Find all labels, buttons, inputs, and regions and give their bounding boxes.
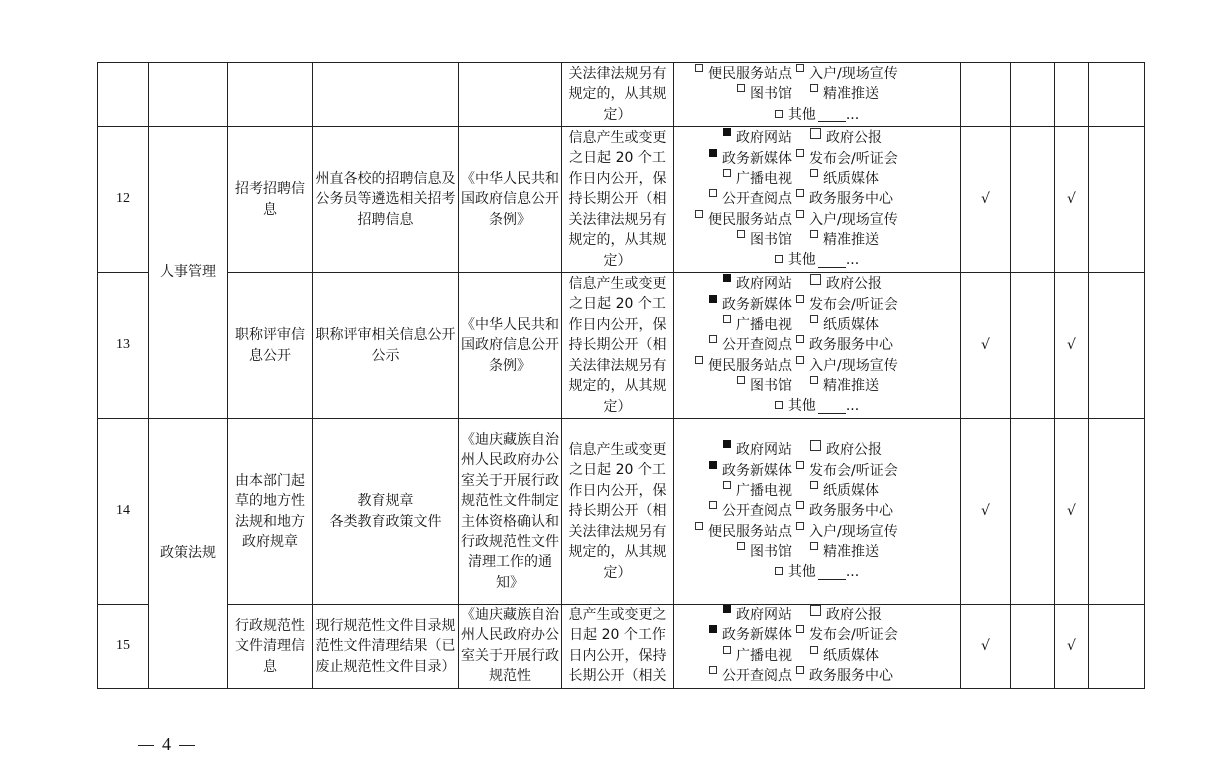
checkbox-icon	[709, 189, 717, 197]
tick-cell	[1089, 419, 1145, 605]
channel-line: 公开查阅点 政务服务中心	[676, 501, 958, 521]
row-number: 12	[98, 127, 149, 273]
table-row-continued	[98, 63, 1145, 127]
checkbox-icon	[796, 189, 804, 197]
channel-line: 政务新媒体 发布会/听证会	[676, 461, 958, 481]
checkbox-icon	[709, 501, 717, 509]
tick-cell	[1089, 127, 1145, 273]
checkbox-icon	[737, 230, 745, 238]
channel-line: 其他 ...	[676, 562, 958, 582]
checkbox-icon	[737, 542, 745, 550]
channels-cell	[674, 273, 961, 419]
tick-cell	[1089, 273, 1145, 419]
tick-mark: √	[961, 419, 1011, 605]
dash-right	[179, 745, 195, 746]
channel-line: 公开查阅点 政务服务中心	[676, 666, 958, 686]
checkbox-icon	[810, 315, 818, 323]
content-cell: 职称评审相关信息公开公示	[313, 273, 459, 419]
category-cell	[149, 63, 228, 127]
checkbox-icon	[796, 522, 804, 530]
channels-cell	[674, 605, 961, 689]
tick-mark: √	[1055, 419, 1089, 605]
blank-line	[818, 253, 846, 268]
checkbox-icon	[810, 376, 818, 384]
checkbox-icon	[810, 646, 818, 654]
checked-box-icon	[723, 605, 731, 613]
row-number: 13	[98, 273, 149, 419]
table-row	[98, 419, 1145, 605]
row-number: 14	[98, 419, 149, 605]
channel-line: 广播电视 纸质媒体	[676, 169, 958, 189]
checkbox-icon	[796, 625, 804, 633]
item-cell: 招考招聘信息	[228, 127, 313, 273]
basis-cell: 《迪庆藏族自治州人民政府办公室关于开展行政规范性	[459, 605, 562, 689]
content-cell	[313, 63, 459, 127]
checked-box-icon	[709, 461, 717, 469]
checkbox-icon	[775, 255, 783, 263]
channel-line: 政府网站 政府公报	[676, 605, 958, 625]
checkbox-icon	[695, 64, 703, 72]
content-cell: 州直各校的招聘信息及公务员等遴选相关招考招聘信息	[313, 127, 459, 273]
checked-box-icon	[709, 625, 717, 633]
page-number: 4	[162, 734, 171, 754]
checked-box-icon	[723, 274, 731, 282]
channel-line: 其他 ...	[676, 396, 958, 416]
tick-cell	[1089, 605, 1145, 689]
disclosure-table	[97, 62, 1145, 689]
table-row	[98, 127, 1145, 273]
period-cell: 信息产生或变更之日起 20 个工作日内公开，保持长期公开（相关法律法规另有规定的，从其规定）	[562, 127, 674, 273]
channel-line: 政府网站 政府公报	[676, 128, 958, 148]
page-footer	[130, 734, 203, 755]
channel-line: 政务新媒体 发布会/听证会	[676, 149, 958, 169]
tick-cell	[1011, 127, 1055, 273]
checkbox-icon	[695, 522, 703, 530]
channel-line: 其他 ...	[676, 250, 958, 270]
item-cell: 由本部门起草的地方性法规和地方政府规章	[228, 419, 313, 605]
tick-mark: √	[1055, 605, 1089, 689]
checkbox-icon	[810, 169, 818, 177]
period-cell: 信息产生或变更之日起 20 个工作日内公开，保持长期公开（相关法律法规另有规定的，从其规定）	[562, 273, 674, 419]
channel-line: 政务新媒体 发布会/听证会	[676, 295, 958, 315]
item-cell: 职称评审信息公开	[228, 273, 313, 419]
checkbox-icon	[810, 605, 821, 616]
channels-cell	[674, 419, 961, 605]
channels-cell	[674, 127, 961, 273]
item-cell	[228, 63, 313, 127]
channel-line: 便民服务站点 入户/现场宣传	[676, 64, 958, 84]
tick-cell	[1011, 419, 1055, 605]
checkbox-icon	[796, 501, 804, 509]
channel-line: 便民服务站点 入户/现场宣传	[676, 522, 958, 542]
channel-line: 政府网站 政府公报	[676, 440, 958, 460]
checkbox-icon	[723, 169, 731, 177]
checkbox-icon	[796, 149, 804, 157]
channel-line: 图书馆 精准推送	[676, 230, 958, 250]
tick-mark: √	[1055, 127, 1089, 273]
tick-cell	[1011, 273, 1055, 419]
channel-line: 图书馆 精准推送	[676, 376, 958, 396]
checkbox-icon	[810, 440, 821, 451]
checkbox-icon	[723, 646, 731, 654]
checkbox-icon	[695, 210, 703, 218]
basis-cell: 《中华人民共和国政府信息公开条例》	[459, 127, 562, 273]
category-policy: 政策法规	[149, 419, 228, 689]
checkbox-icon	[796, 666, 804, 674]
checked-box-icon	[723, 440, 731, 448]
dash-left	[138, 745, 154, 746]
basis-cell	[459, 63, 562, 127]
channel-line: 公开查阅点 政务服务中心	[676, 189, 958, 209]
content-line: 教育规章	[357, 493, 414, 510]
content-line: 各类教育政策文件	[329, 513, 442, 530]
table-row	[98, 605, 1145, 689]
channel-line: 其他 ...	[676, 105, 958, 125]
checkbox-icon	[796, 356, 804, 364]
tick-cell	[1055, 63, 1089, 127]
channel-line: 广播电视 纸质媒体	[676, 315, 958, 335]
channel-line: 政府网站 政府公报	[676, 274, 958, 294]
checked-box-icon	[723, 128, 731, 136]
checkbox-icon	[737, 84, 745, 92]
channel-line: 图书馆 精准推送	[676, 84, 958, 104]
tick-mark: √	[1055, 273, 1089, 419]
checkbox-icon	[709, 335, 717, 343]
channel-line: 公开查阅点 政务服务中心	[676, 335, 958, 355]
checkbox-icon	[810, 542, 818, 550]
tick-cell	[1089, 63, 1145, 127]
blank-line	[818, 565, 846, 580]
blank-line	[818, 399, 846, 414]
checkbox-icon	[709, 666, 717, 674]
tick-mark: √	[961, 127, 1011, 273]
content-cell: 现行规范性文件目录规范性文件清理结果（已废止规范性文件目录）	[313, 605, 459, 689]
channels-cell	[674, 63, 961, 127]
checkbox-icon	[796, 335, 804, 343]
checkbox-icon	[810, 84, 818, 92]
checkbox-icon	[775, 567, 783, 575]
num-cell	[98, 63, 149, 127]
row-number: 15	[98, 605, 149, 689]
checkbox-icon	[796, 461, 804, 469]
item-cell: 行政规范性文件清理信息	[228, 605, 313, 689]
checkbox-icon	[810, 128, 821, 139]
checkbox-icon	[775, 110, 783, 118]
checkbox-icon	[737, 376, 745, 384]
checkbox-icon	[796, 295, 804, 303]
basis-cell: 《迪庆藏族自治州人民政府办公室关于开展行政规范性文件制定主体资格确认和行政规范性文件清理工作的通知》	[459, 419, 562, 605]
tick-cell	[1011, 605, 1055, 689]
channel-line: 便民服务站点 入户/现场宣传	[676, 210, 958, 230]
checkbox-icon	[723, 481, 731, 489]
tick-mark: √	[961, 273, 1011, 419]
tick-mark: √	[961, 605, 1011, 689]
checkbox-icon	[775, 401, 783, 409]
checkbox-icon	[723, 315, 731, 323]
checkbox-icon	[810, 481, 818, 489]
blank-line	[818, 107, 846, 122]
tick-cell	[1011, 63, 1055, 127]
checked-box-icon	[709, 149, 717, 157]
channel-line: 图书馆 精准推送	[676, 542, 958, 562]
checkbox-icon	[796, 64, 804, 72]
checked-box-icon	[709, 295, 717, 303]
checkbox-icon	[695, 356, 703, 364]
channel-line: 政务新媒体 发布会/听证会	[676, 625, 958, 645]
channel-line: 广播电视 纸质媒体	[676, 481, 958, 501]
period-cell: 信息产生或变更之日起 20 个工作日内公开，保持长期公开（相关法律法规另有规定的，从其规定）	[562, 419, 674, 605]
checkbox-icon	[810, 230, 818, 238]
tick-cell	[961, 63, 1011, 127]
content-cell	[313, 419, 459, 605]
checkbox-icon	[810, 274, 821, 285]
checkbox-icon	[796, 210, 804, 218]
period-cell: 息产生或变更之日起 20 个工作日内公开，保持长期公开（相关	[562, 605, 674, 689]
table-row	[98, 273, 1145, 419]
category-personnel: 人事管理	[149, 127, 228, 419]
basis-cell: 《中华人民共和国政府信息公开条例》	[459, 273, 562, 419]
channel-line: 便民服务站点 入户/现场宣传	[676, 356, 958, 376]
period-cell: 关法律法规另有规定的，从其规定）	[562, 63, 674, 127]
channel-line: 广播电视 纸质媒体	[676, 646, 958, 666]
